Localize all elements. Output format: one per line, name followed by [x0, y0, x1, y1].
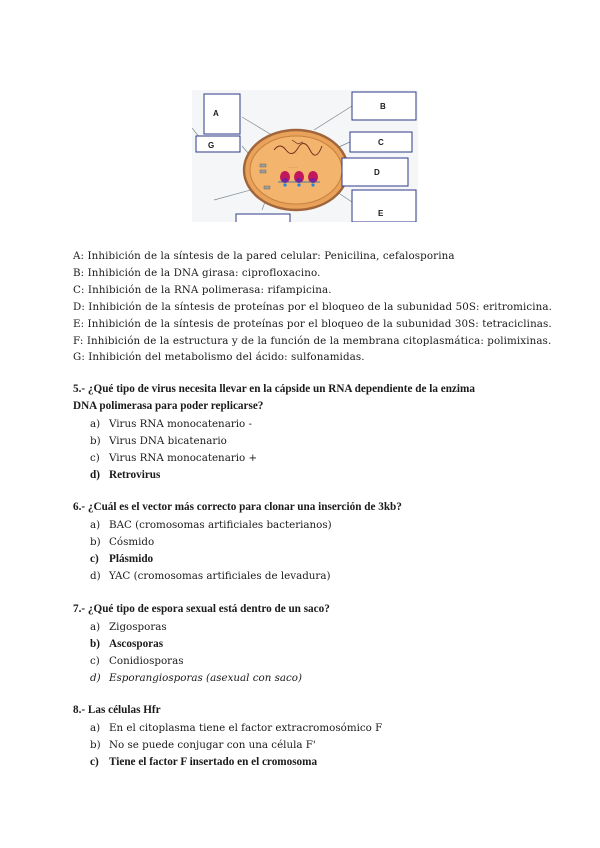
option-6d: d) YAC (cromosomas artificiales de levadura)	[90, 570, 331, 582]
option-5b: b) Virus DNA bicatenario	[90, 435, 227, 447]
svg-text:······: ······	[292, 151, 298, 155]
option-7a: a) Zigosporas	[90, 621, 167, 633]
label-box-g	[196, 136, 240, 152]
question-7-line-1: 7.- ¿Qué tipo de espora sexual está dentro de un saco?	[73, 603, 330, 615]
label-box-e	[352, 190, 416, 222]
answer-line-a: A: Inhibición de la síntesis de la pared celular: Penicilina, cefalosporina	[73, 250, 455, 262]
question-6	[73, 499, 402, 516]
option-8c-correct: c) Tiene el factor F insertado en el cromosoma	[90, 756, 318, 768]
question-7	[73, 601, 330, 618]
option-5a: a) Virus RNA monocatenario -	[90, 418, 252, 430]
option-6b: b) Cósmido	[90, 536, 155, 548]
option-5c: c) Virus RNA monocatenario +	[90, 452, 258, 464]
label-d: D	[374, 168, 380, 177]
answer-line-g: G: Inhibición del metabolismo del ácido: sulfonamidas.	[73, 351, 365, 364]
option-7c: c) Conidiosporas	[90, 655, 184, 667]
answer-line-d: D: Inhibición de la síntesis de proteínas por el bloqueo de la subunidad 50S: eritromicina.	[73, 300, 553, 313]
question-7-options	[90, 619, 302, 687]
label-box-f	[236, 214, 290, 222]
answer-line-c: C: Inhibición de la RNA polimerasa: rifampicina.	[73, 283, 332, 296]
label-a: A	[213, 109, 219, 118]
option-6a: a) BAC (cromosomas artificiales bacterianos)	[90, 519, 332, 531]
option-8a: a) En el citoplasma tiene el factor extracromosómico F	[90, 722, 383, 734]
question-6-line-1: 6.- ¿Cuál es el vector más correcto para clonar una inserción de 3kb?	[73, 501, 402, 513]
option-6c-correct: c) Plásmido	[90, 553, 154, 565]
question-6-options	[90, 517, 332, 585]
question-5-line-1: 5.- ¿Qué tipo de virus necesita llevar en la cápside un RNA dependiente de la enzima	[73, 383, 475, 395]
question-5-line-2: DNA polimerasa para poder replicarse?	[73, 400, 264, 412]
option-5d-correct: d) Retrovirus	[90, 469, 161, 481]
option-7b-correct: b) Ascosporas	[90, 638, 164, 650]
question-8-options	[90, 720, 382, 771]
bacteria-diagram-svg	[192, 90, 418, 222]
answer-line-f: F: Inhibición de la estructura y de la función de la membrana citoplasmática: polimixinas.	[73, 334, 552, 347]
answer-key	[73, 248, 573, 366]
bacteria-diagram	[192, 90, 418, 222]
label-box-a	[204, 94, 240, 134]
option-7d: d) Esporangiosporas (asexual con saco)	[90, 672, 303, 684]
label-g: G	[208, 141, 215, 150]
label-c: C	[378, 138, 384, 147]
svg-text:··········: ··········	[288, 165, 298, 169]
label-b: B	[380, 102, 386, 111]
question-8	[73, 702, 161, 719]
ribosomes	[278, 171, 320, 187]
question-8-line-1: 8.- Las células Hfr	[73, 704, 161, 716]
answer-line-b: B: Inhibición de la DNA girasa: ciprofloxacino.	[73, 266, 321, 279]
answer-line-e: E: Inhibición de la síntesis de proteínas por el bloqueo de la subunidad 30S: tetraciclinas.	[73, 317, 552, 330]
label-e: E	[378, 209, 384, 218]
option-8b: b) No se puede conjugar con una célula F'	[90, 739, 316, 751]
question-5-options	[90, 416, 257, 484]
question-5	[73, 381, 475, 415]
